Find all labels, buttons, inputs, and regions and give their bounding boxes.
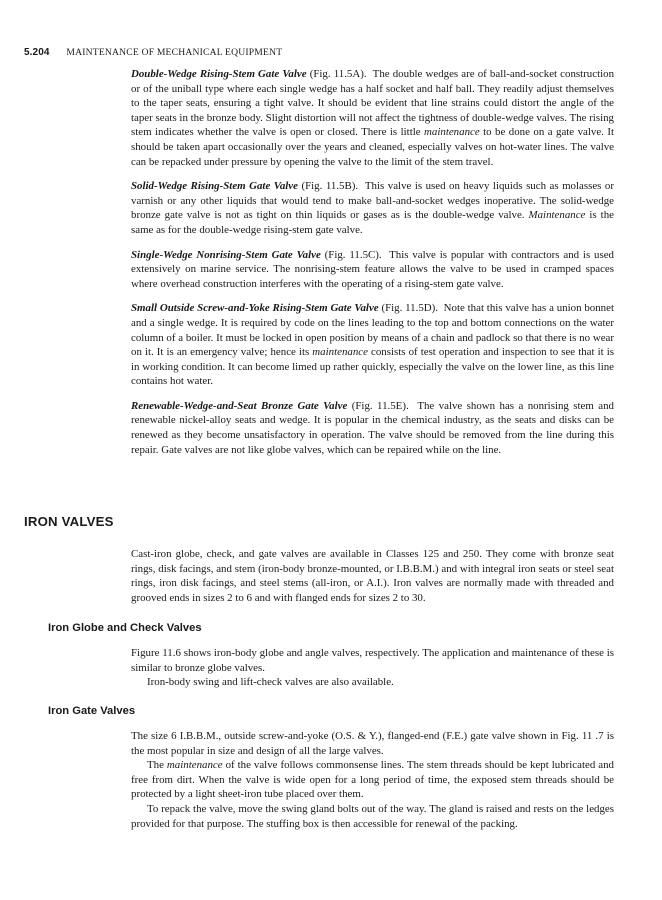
entry-text: to be done on a gate valve. It should be taken apart occasionally over the years and cleaned, especially valves on hot-water lines. The valve can be repacked under pressure by opening the valve to the limit of the stem travel.: [131, 126, 614, 168]
entry-text: The valve shown has a nonrising stem and renewable nickel-alloy seats and wedge. It is popular in the chemical industry, as the seats and disks can be renewed as they become unsatisfactory in operation. The valve should be removed from the line during this repair. Gate valves are not like globe valves, which can be repaired while on the line.: [131, 399, 614, 456]
running-head: [24, 47, 282, 58]
subsection-heading-globe-check: Iron Globe and Check Valves: [48, 622, 202, 634]
entry-text: consists of test operation and inspection to see that it is in working condition. It can become limed up rather quickly, especially the valve on the lower line, as this line contains hot water.: [131, 346, 614, 388]
entry-solid-wedge: [131, 179, 614, 237]
paragraph: Figure 11.6 shows iron-body globe and angle valves, respectively. The application and maintenance of these is similar to bronze globe valves.: [131, 647, 614, 674]
entry-text: The double wedges are of ball-and-socket construction or of the uniball type where each single wedge has a half socket and half ball. They readily adjust themselves to the taper seats, ensuring a tight valve. It should be evident that line strains could distort the angle of the taper seats in the bronze body. Slight distortion will not affect the tightness of double-wedge valves. The rising stem indicates whether the valve is open or closed. There is little: [131, 68, 615, 139]
figure-reference: (Fig. 11.5D).: [381, 302, 439, 315]
valve-entries: [131, 67, 614, 467]
iron-valves-intro: [131, 547, 614, 605]
entry-screw-and-yoke: [131, 301, 614, 389]
entry-title: Renewable-Wedge-and-Seat Bronze Gate Valve: [131, 399, 348, 412]
running-title: MAINTENANCE OF MECHANICAL EQUIPMENT: [66, 47, 283, 58]
figure-reference: (Fig. 11.5E).: [351, 399, 409, 412]
paragraph: The size 6 I.B.B.M., outside screw-and-yoke (O.S. & Y.), flanged-end (F.E.) gate valve shown in Fig. 11 .7 is the most popular in size and design of all the large valves.: [131, 730, 614, 757]
section-heading-iron-valves: IRON VALVES: [24, 514, 114, 529]
entry-title: Single-Wedge Nonrising-Stem Gate Valve: [131, 248, 321, 261]
entry-double-wedge: [131, 67, 614, 169]
entry-text: is the same as for the double-wedge rising-stem gate valve.: [131, 209, 614, 236]
gate-body: [131, 729, 614, 831]
entry-text: This valve is used on heavy liquids such as molasses or varnish or any other liquids that would tend to make ball-and-socket wedges inoperative. The solid-wedge bronze gate valve is not as tight on thin liquids or gases as is the double-wedge valve.: [131, 180, 614, 222]
entry-single-wedge: [131, 248, 614, 292]
paragraph-text: The: [147, 759, 164, 772]
entry-text: This valve is popular with contractors and is used extensively on marine service. The nonrising-stem feature allows the valve to be used in cramped spaces where overhead construction interferes with the operating of a rising-stem gate valve.: [131, 248, 614, 290]
page-number: 5.204: [24, 47, 50, 58]
figure-reference: (Fig. 11.5B).: [301, 180, 359, 193]
paragraph: To repack the valve, move the swing gland bolts out of the way. The gland is raised and rests on the ledges provided for that purpose. The stuffing box is then accessible for renewal of the packing.: [131, 802, 614, 830]
figure-reference: (Fig. 11.5C).: [324, 248, 382, 261]
entry-title: Small Outside Screw-and-Yoke Rising-Stem Gate Valve: [131, 302, 379, 315]
paragraph: Iron-body swing and lift-check valves are also available.: [147, 676, 394, 689]
entry-title: Double-Wedge Rising-Stem Gate Valve: [131, 68, 307, 80]
figure-reference: (Fig. 11.5A).: [309, 68, 367, 80]
subsection-heading-gate: Iron Gate Valves: [48, 705, 136, 717]
paragraph: Cast-iron globe, check, and gate valves are available in Classes 125 and 250. They come with bronze seat rings, disk facings, and stem (iron-body bronze-mounted, or I.B.B.M.) and with integral iron seats or steel seat rings, iron disk facings, and steel stems (all-iron, or A.I.). Iron valves are normally made with threaded and grooved ends in sizes 2 to 6 and with flanged ends for sizes 2 to 30.: [131, 548, 614, 604]
maintenance-term: maintenance: [424, 126, 480, 139]
paragraph: [131, 758, 614, 802]
paragraph-text: of the valve follows commonsense lines. The stem threads should be kept lubricated and free from dirt. When the valve is wide open for a long period of time, the exposed stem threads should be protected by a light sheet-iron tube placed over them.: [131, 759, 614, 801]
maintenance-term: maintenance: [166, 759, 223, 772]
entry-text: Note that this valve has a union bonnet and a single wedge. It is required by code on the lines leading to the top and bottom connections on the water column of a boiler. It must be locked in open position by means of a chain and padlock so that there is no wear on it. It is an emergency valve; hence its: [131, 302, 614, 359]
maintenance-term: Maintenance: [528, 209, 586, 222]
entry-title: Solid-Wedge Rising-Stem Gate Valve: [131, 180, 298, 193]
entry-renewable-wedge: [131, 399, 614, 457]
maintenance-term: maintenance: [312, 346, 368, 359]
globe-check-body: [131, 646, 614, 690]
